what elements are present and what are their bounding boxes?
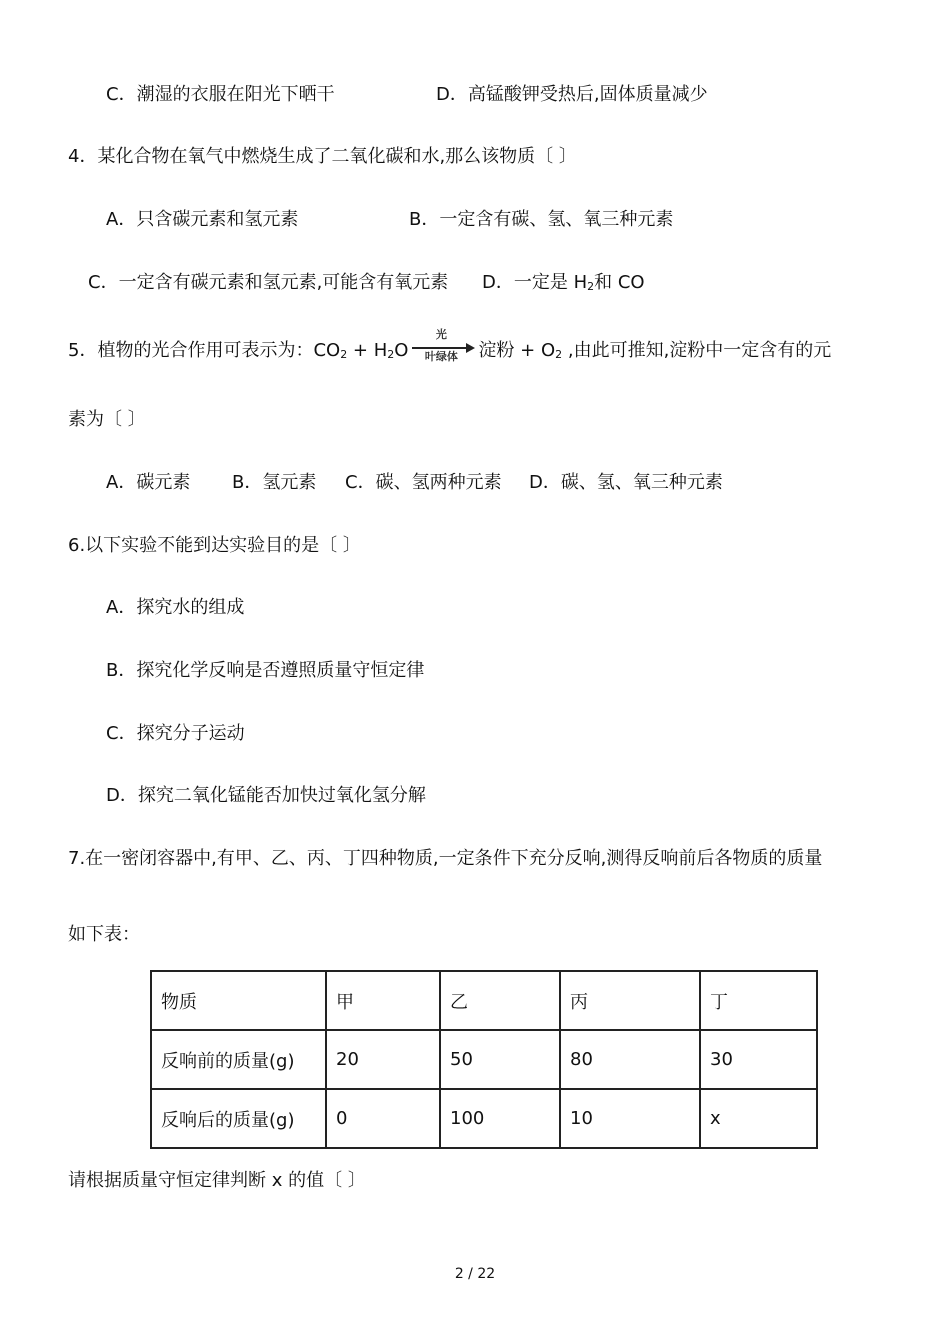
q7-question: 请根据质量守恒定律判断 x 的值〔 〕 [68,1170,366,1191]
q4-option-b: B．一定含有碳、氢、氧三种元素 [409,209,674,230]
table-cell: 30 [700,1030,817,1089]
q6-option-c: C．探究分子运动 [106,723,245,744]
q4-stem: 4．某化合物在氧气中燃烧生成了二氧化碳和水,那么该物质〔 〕 [68,146,577,167]
q5-stem-part2: + H [347,340,388,361]
q7-stem-line2: 如下表： [68,924,140,945]
table-header-cell: 物质 [151,971,326,1030]
table-cell: 20 [326,1030,440,1089]
q5-option-c: C．碳、氢两种元素 [345,472,502,493]
q6-option-a: A．探究水的组成 [106,597,245,618]
page-indicator: 2 / 22 [454,1266,496,1282]
q5-sub-o2: 2 [555,348,563,361]
table-cell: 0 [326,1089,440,1148]
q4-option-d-prefix: D．一定是 H [482,272,588,293]
table-cell: 反响后的质量(g) [151,1089,326,1148]
q5-sub-h2o: 2 [387,348,395,361]
table-header-cell: 甲 [326,971,440,1030]
q5-stem-part5: ,由此可推知,淀粉中一定含有的元 [562,340,832,361]
q4-option-d-subscript: 2 [587,280,595,293]
q5-stem-part1: 5．植物的光合作用可表示为：CO [68,340,341,361]
q5-stem-part4: 淀粉 + O [478,340,556,361]
mass-table [150,970,818,1149]
q5-option-b: B．氢元素 [232,472,317,493]
table-cell: 50 [440,1030,560,1089]
table-header-cell: 乙 [440,971,560,1030]
table-cell: 80 [560,1030,700,1089]
arrow-condition-top: 光 [435,328,447,341]
arrow-condition-bottom: 叶绿体 [424,350,458,363]
table-header-cell: 丁 [700,971,817,1030]
q5-stem [68,328,832,363]
table-cell: 10 [560,1089,700,1148]
table-row [151,1030,817,1089]
table-header-cell: 丙 [560,971,700,1030]
table-cell: x [700,1089,817,1148]
q5-option-d: D．碳、氢、氧三种元素 [529,472,723,493]
q5-stem-line2: 素为〔 〕 [68,409,146,430]
table-cell: 100 [440,1089,560,1148]
table-cell: 反响前的质量(g) [151,1030,326,1089]
q5-option-a: A．碳元素 [106,472,191,493]
table-header-row [151,971,817,1030]
q3-option-c: C．潮湿的衣服在阳光下晒干 [106,84,335,105]
q4-option-c: C．一定含有碳元素和氢元素,可能含有氧元素 [88,272,449,293]
q7-stem-line1: 7.在一密闭容器中,有甲、乙、丙、丁四种物质,一定条件下充分反响,测得反响前后各物质的质量 [68,848,823,869]
q5-sub-co2: 2 [340,348,348,361]
q6-stem: 6.以下实验不能到达实验目的是〔 〕 [68,535,361,556]
table-row [151,1089,817,1148]
q6-option-b: B．探究化学反响是否遵照质量守恒定律 [106,660,425,681]
q4-option-d [482,271,645,295]
q6-option-d: D．探究二氧化锰能否加快过氧化氢分解 [106,785,426,806]
q4-option-a: A．只含碳元素和氢元素 [106,209,299,230]
q4-option-d-suffix: 和 CO [594,272,645,293]
reaction-arrow-icon [412,328,476,363]
q3-option-d: D．高锰酸钾受热后,固体质量减少 [436,84,708,105]
q5-stem-part3: O [394,340,409,361]
